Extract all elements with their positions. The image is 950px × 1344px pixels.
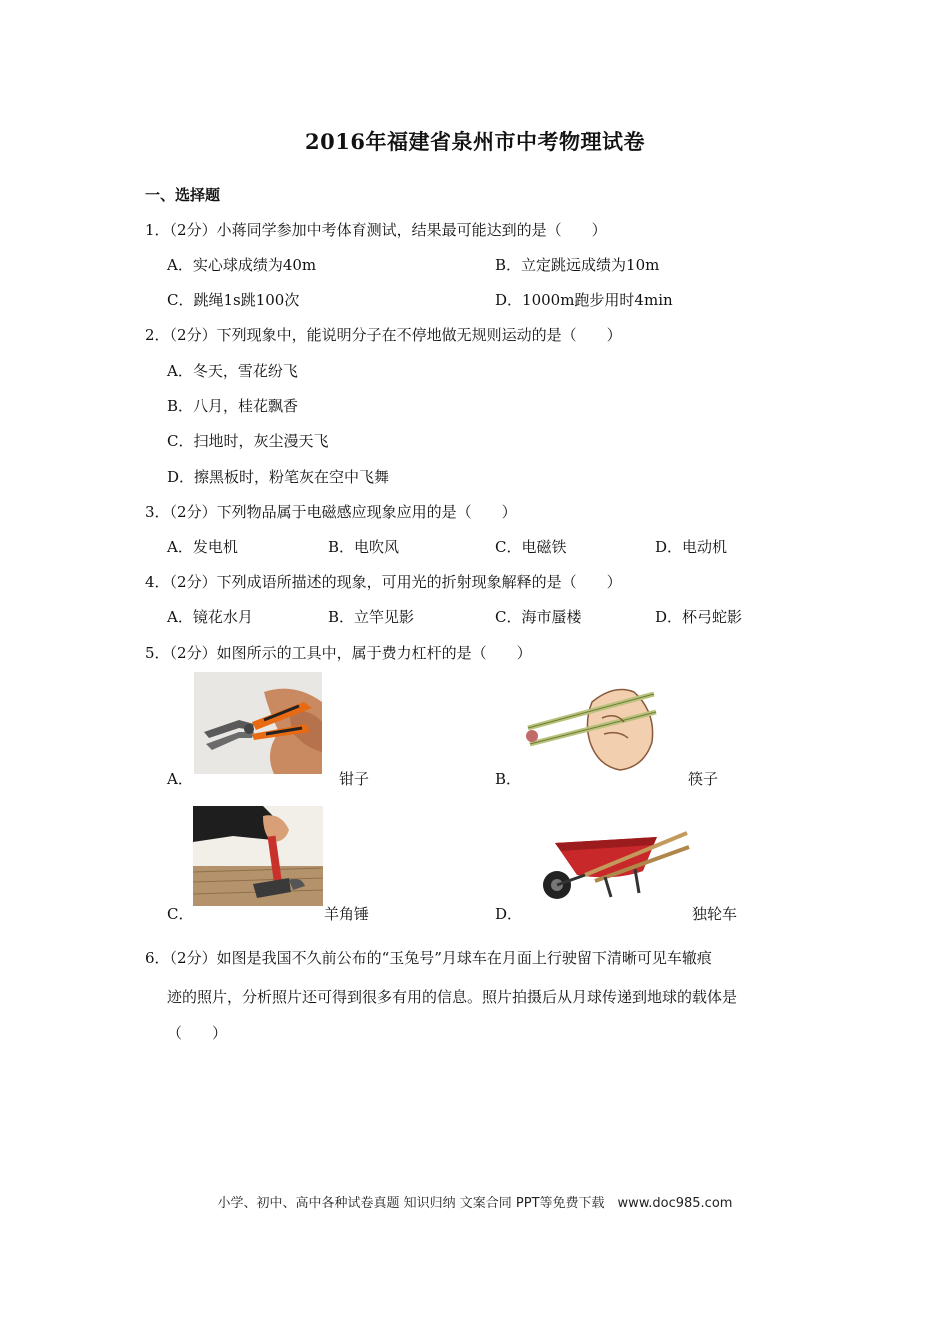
question-1-option-a: A．实心球成绩为40m (167, 256, 317, 274)
question-3-option-d: D．电动机 (655, 538, 728, 556)
question-3-option-b: B．电吹风 (328, 538, 400, 556)
question-4-option-b: B．立竿见影 (328, 608, 415, 626)
question-1-option-c: C．跳绳1s跳100次 (167, 291, 300, 309)
claw-hammer-image (193, 806, 323, 906)
question-2-stem: 2．（2分）下列现象中，能说明分子在不停地做无规则运动的是（ ） (145, 326, 622, 344)
footer-text: 小学、初中、高中各种试卷真题 知识归纳 文案合同 PPT等免费下载 www.doc985.com (217, 1196, 733, 1211)
question-2-option-b: B．八月，桂花飘香 (167, 397, 299, 415)
question-5-option-b-caption: 筷子 (688, 770, 719, 788)
question-4-stem: 4．（2分）下列成语所描述的现象，可用光的折射现象解释的是（ ） (145, 573, 622, 591)
question-4-option-d: D．杯弓蛇影 (655, 608, 743, 626)
question-5-option-c-letter: C． (167, 905, 194, 923)
question-3-option-c: C．电磁铁 (495, 538, 567, 556)
question-4-option-c: C．海市蜃楼 (495, 608, 582, 626)
question-4-option-a: A．镜花水月 (167, 608, 253, 626)
question-6-stem-line-3: （ ） (167, 1024, 228, 1042)
question-2-option-d: D．擦黑板时，粉笔灰在空中飞舞 (167, 468, 390, 486)
question-3-stem: 3．（2分）下列物品属于电磁感应现象应用的是（ ） (145, 503, 517, 521)
question-5-option-c-caption: 羊角锤 (324, 905, 370, 923)
chopsticks-image (524, 682, 658, 772)
question-1-option-d: D．1000m跑步用时4min (495, 291, 673, 309)
question-6-stem-line-2: 迹的照片，分析照片还可得到很多有用的信息。照片拍摄后从月球传递到地球的载体是 (167, 988, 738, 1006)
question-2-option-a: A．冬天，雪花纷飞 (167, 362, 298, 380)
question-5-option-d-caption: 独轮车 (692, 905, 738, 923)
pliers-image (194, 672, 322, 774)
question-6-stem-line-1: 6．（2分）如图是我国不久前公布的“玉兔号”月球车在月面上行驶留下清晰可见车辙痕 (145, 949, 712, 967)
question-1-option-b: B．立定跳远成绩为10m (495, 256, 660, 274)
page-title: 2016年福建省泉州市中考物理试卷 (305, 129, 645, 154)
question-2-option-c: C．扫地时，灰尘漫天飞 (167, 432, 329, 450)
question-5-option-d-letter: D． (495, 905, 523, 923)
question-5-option-a-letter: A． (167, 770, 193, 788)
question-1-stem: 1．（2分）小蒋同学参加中考体育测试，结果最可能达到的是（ ） (145, 221, 607, 239)
question-5-option-a-caption: 钳子 (339, 770, 370, 788)
section-heading: 一、选择题 (145, 186, 221, 204)
question-3-option-a: A．发电机 (167, 538, 238, 556)
wheelbarrow-image (525, 825, 691, 907)
question-5-stem: 5．（2分）如图所示的工具中，属于费力杠杆的是（ ） (145, 644, 532, 662)
question-5-option-b-letter: B． (495, 770, 522, 788)
